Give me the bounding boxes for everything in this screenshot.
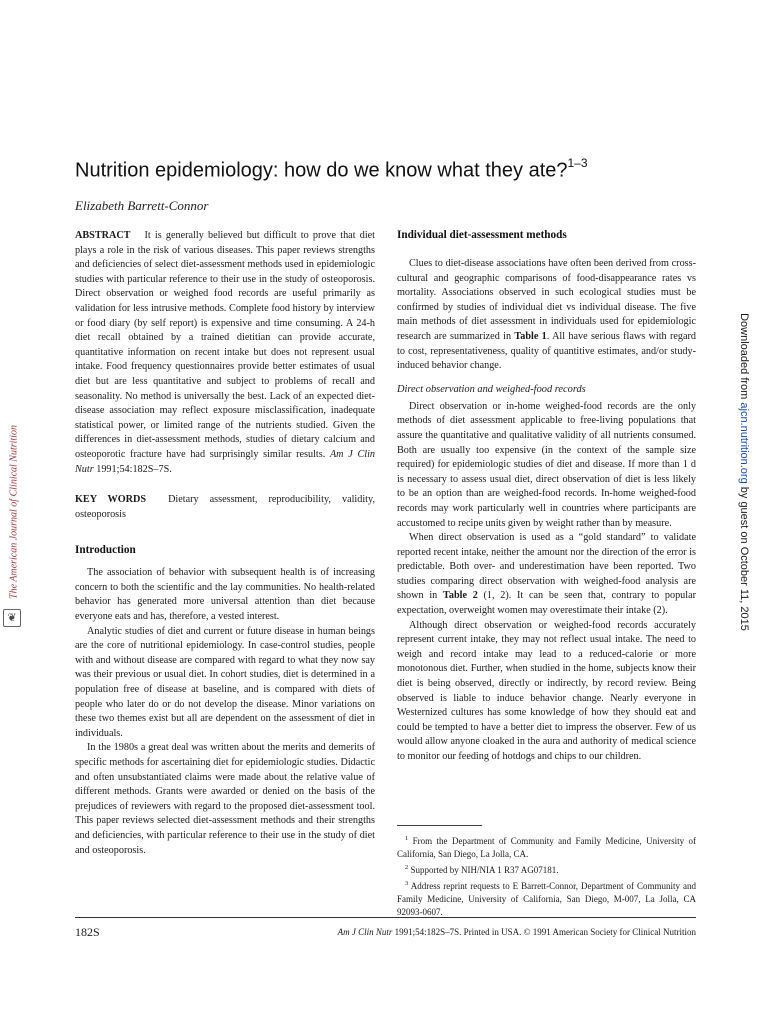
side-download-note — [738, 313, 750, 631]
footnote-text: From the Department of Community and Family Medicine, University of California, San Diego, La Jolla, CA. — [397, 836, 696, 859]
individual-text-b: . All have serious flaws with regard to cost, representativeness, quality of quantitive estimates, and/or study-induced behavior change. — [397, 330, 696, 372]
download-prefix: Downloaded from — [738, 313, 750, 403]
title-footnote-marks: 1–3 — [567, 156, 588, 170]
footnote-rule — [397, 825, 482, 826]
side-journal-name: The American Journal of Clinical Nutrition — [8, 425, 20, 599]
keywords-text: Dietary assessment, reproducibility, validity, osteoporosis — [75, 494, 375, 520]
introduction-paragraph-2: Analytic studies of diet and current or future disease in human beings are the core of nutritional epidemiology. In case-control studies, people with and without disease are compared with regard to what they now say was their previous or usual diet. In cohort studies, diet is determined in a population free of disease at baseline, and is compared with diets of people who later do or do not develop the disease. Minor variations on these two themes exist but all are dependent on the assessment of diet in individuals. — [75, 625, 375, 739]
abstract-citation-detail: 1991;54:182S–7S. — [96, 463, 172, 475]
direct-p2-text-b: (1, 2). It can be seen that, contrary to popular expectation, overweight women may overestimate their intake (2). — [397, 590, 697, 617]
footnote-mark: 1 — [405, 835, 409, 842]
right-column — [397, 229, 696, 765]
individual-methods-heading: Individual diet-assessment methods — [397, 229, 567, 241]
page-number: 182S — [75, 925, 100, 939]
footnote-3 — [397, 877, 696, 919]
direct-paragraph-1: Direct observation or in-home weighed-food records are the only methods of diet assessment applicable to free-living populations that assure the quantitative and qualitative validity of all nutrients consumed. Both are usually too expensive (in the context of the sample size required) for epidemiologic studies of diet and disease. If more than 1 d is necessary to assess usual diet, direct observation of diet is less likely to be an option than are weighed-food records. In-home weighed-food records may work particularly well in countries where participants are accustomed to recipe units given by weight rather than by measure. — [397, 400, 696, 529]
footnote-mark: 2 — [405, 864, 409, 871]
individual-methods-paragraph — [397, 257, 696, 374]
footer-rule — [75, 917, 696, 918]
direct-paragraph-3: Although direct observation or weighed-food records accurately represent current intake, they may not reflect usual intake. The need to weigh and record intake may lead to a reduced-calorie or more monotonous diet. Further, when studied in the home, subjects know their diet is being observed, directly or indirectly, by record review. Being observed is liable to induce behavior change. Nearly everyone in Westernized cultures has some knowledge of how they should eat and could be tempted to have a better diet to impress the observer. Few of us would allow anyone cloaked in the aura and authority of medical science to monitor our feeding of hotdogs and chips to our children. — [397, 619, 696, 762]
download-source-link[interactable]: ajcn.nutrition.org — [738, 402, 750, 484]
article-title — [75, 158, 675, 183]
table-1-reference: Table 1 — [514, 330, 547, 342]
footnote-2 — [397, 861, 696, 877]
keywords-label: KEY WORDS — [75, 494, 147, 506]
abstract-citation-journal: Am J Clin Nutr — [75, 448, 375, 475]
direct-p2-text-a: When direct observation is used as a “gold standard” to validate reported recent intake, neither the amount nor the direction of the error is predictable. Both over- and underestimation have been reported. Two studies comparing direct observation with weighed-food analysis are shown in — [397, 532, 696, 602]
abstract-paragraph — [75, 229, 375, 477]
abstract-text: It is generally believed but difficult to prove that diet plays a role in the risk of various diseases. This paper reviews strengths and deficiencies of select diet-assessment methods used in epidemiologic studies with particular reference to their use in the study of osteoporosis. Direct observation or weighed food records are useful primarily as validation for less intrusive methods. Complete food history by interview or food diary (by self report) is expensive and time consuming. A 24-h diet recall obtained by a trained dietitian can provide accurate, quantitative information on recent intake but does not represent usual intake. Food frequency questionnaires provide better estimates of usual diet but are less quantitative and subject to problems of recall and seasonality. No method is universally the best. Lack of an expected diet-disease association may reflect exposure misclassification, inadequate statistical power, or limited range of the nutrients studied. Given the differences in diet-assessment methods, studies of dietary calcium and osteoporotic fracture have had surprisingly similar results. — [75, 230, 375, 460]
left-column — [75, 229, 375, 858]
keywords-paragraph — [75, 493, 375, 522]
footer-citation-rest: 1991;54:182S–7S. Printed in USA. © 1991 American Society for Clinical Nutrition — [392, 927, 696, 937]
direct-paragraph-2 — [397, 531, 696, 619]
footnote-text: Address reprint requests to E Barrett-Connor, Department of Community and Family Medicine, University of California, San Diego, M-007, La Jolla, CA 92093-0607. — [397, 881, 696, 917]
journal-logo-icon: ❦ — [3, 609, 21, 627]
footnote-text: Supported by NIH/NIA 1 R37 AG07181. — [408, 865, 559, 875]
table-2-reference: Table 2 — [443, 590, 478, 602]
footnote-mark: 3 — [405, 880, 409, 887]
author-name: Elizabeth Barrett-Connor — [75, 198, 209, 213]
introduction-paragraph-1: The association of behavior with subsequent health is of increasing concern to both the scientific and the lay communities. No health-related behavior has generated more universal attention than diet because everyone eats and has, therefore, a vested interest. — [75, 567, 375, 623]
direct-observation-heading: Direct observation and weighed-food records — [397, 383, 586, 395]
article-title-text: Nutrition epidemiology: how do we know what they ate? — [75, 159, 568, 182]
introduction-paragraph-3: In the 1980s a great deal was written about the merits and demerits of specific methods for ascertaining diet for epidemiologic studies. Didactic and often unsubstantiated claims were made about the relative value of different methods. Grants were awarded or denied on the basis of the prejudices of reviewers with regard to the proposed diet-assessment tool. This paper reviews selected diet-assessment methods and their strengths and deficiencies, with particular reference to their use in the study of diet and osteoporosis. — [75, 742, 375, 856]
introduction-heading: Introduction — [75, 544, 136, 557]
footnote-1 — [397, 832, 696, 861]
abstract-label: ABSTRACT — [75, 230, 131, 241]
footnotes — [397, 825, 696, 919]
individual-text-a: Clues to diet-disease associations have often been derived from cross-cultural and geographic comparisons of food-disappearance rates vs mortality. Associations observed in such ecological studies must be confirmed by studies of individual diet vs individual disease. The five main methods of diet assessment in individuals used for epidemiologic research are summarized in — [397, 258, 696, 342]
footer-citation — [275, 927, 696, 937]
download-suffix: by guest on October 11, 2015 — [738, 483, 750, 631]
footer-journal: Am J Clin Nutr — [337, 927, 393, 937]
